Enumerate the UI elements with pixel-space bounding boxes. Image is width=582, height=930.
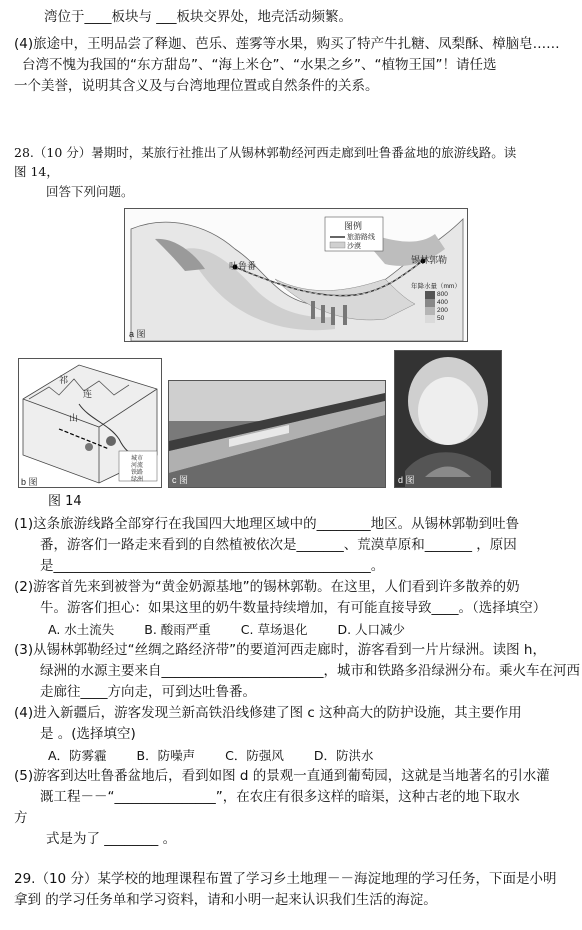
q28-2-line-2: 牛。游客们担心：如果这里的奶牛数量持续增加，有可能直接导致____。（选择填空） [40,600,547,616]
diagram-legend-1: 城市 [131,456,144,462]
q28-4-line-1: (4)进入新疆后，游客发现兰新高铁沿线修建了图 c 这种高大的防护设施，其主要作用 [14,705,522,721]
q28-4-option-d[interactable]: D．防洪水 [313,748,374,763]
q27-line-3: 台湾不愧为我国的“东方甜岛”、“海上米仓”、“水果之乡”、“植物王国”！请任选 [22,57,497,73]
map-graphic [125,209,467,341]
q28-5-line-1: (5)游客到达吐鲁番盆地后，看到如图 d 的景观一直通到葡萄园，这就是当地著名的引水灌 [14,768,550,784]
precip-title: 年降水量（mm） [411,283,461,290]
legend-route: 旅游路线 [347,234,375,241]
q28-intro-1: 28.（10 分）暑期时，某旅行社推出了从锡林郭勒经河西走廊到吐鲁番盆地的旅游线路。读 [14,145,517,160]
diagram-char-1: 祁 [59,375,69,385]
precip-level-3: 200 [437,307,448,314]
q28-2-option-b[interactable]: B. 酸雨严重 [144,622,211,637]
precip-level-1: 800 [437,291,448,298]
photo-d-graphic [395,351,501,487]
figure-b-diagram [18,358,162,488]
q28-1-line-1: (1)这条旅游线路全部穿行在我国四大地理区域中的________地区。从锡林郭勒到吐鲁 [14,516,520,532]
q28-2-options [48,620,574,639]
q28-5-line-2: 溉工程－－“_______________”，在农庄有很多这样的暗渠，这种古老的地下取水 [40,789,520,805]
diagram-char-3: 山 [69,413,79,423]
q28-2-option-c[interactable]: C. 草场退化 [240,622,308,637]
q28-4-option-a[interactable]: A．防雾霾 [48,748,107,763]
q29-line-1: 29.（10 分）某学校的地理课程布置了学习乡土地理－－海淀地理的学习任务，下面是小明 [14,871,557,887]
diagram-char-2: 连 [83,389,93,399]
q28-3-line-1: (3)从锡林郭勒经过“丝绸之路经济带”的要道河西走廊时，游客看到一片片绿洲。读图 h， [14,642,546,658]
figure-b-label: b 图 [21,477,38,487]
figure-a-map [124,208,468,342]
q28-3-line-3: 走廊往____方向走，可到达吐鲁番。 [40,684,256,700]
diagram-legend-3: 铁路 [131,470,144,476]
diagram-legend-4: 绿洲 [131,477,144,483]
legend-title: 图例 [344,221,363,231]
q28-4-option-c[interactable]: C．防强风 [225,748,284,763]
city-turpan: 吐鲁番 [229,261,257,271]
figure-d-photo [394,350,502,488]
q27-line-2: (4)旅途中，王明品尝了释迦、芭乐、莲雾等水果，购买了特产牛扎糖、凤梨酥、樟脑皂…… [14,36,560,52]
city-xilin: 锡林郭勒 [411,255,448,265]
q28-5-line-4: 式是为了 ________ 。 [46,831,177,847]
q28-4-option-b[interactable]: B．防噪声 [136,748,196,763]
figure-c-photo [168,380,386,488]
q28-2-line-1: (2)游客首先来到被誉为“黄金奶源基地”的锡林郭勒。在这里，人们看到许多散养的奶 [14,579,520,595]
photo-c-graphic [169,381,385,487]
figure-d-label: d 图 [398,475,415,485]
q28-intro-3: 回答下列问题。 [46,184,134,199]
legend-desert: 沙漠 [347,243,361,250]
q28-4-options [48,746,574,765]
precip-level-4: 50 [437,315,445,322]
precip-level-2: 400 [437,299,448,306]
q28-2-option-d[interactable]: D. 人口减少 [337,622,406,637]
q28-5-line-3: 方 [14,810,28,826]
q29-line-2: 拿到 的学习任务单和学习资料，请和小明一起来认识我们生活的海淀。 [14,892,437,908]
q28-2-option-a[interactable]: A. 水土流失 [48,622,115,637]
q27-line-1: 湾位于____板块与 ___板块交界处，地壳活动频繁。 [44,9,353,25]
figure-caption: 图 14 [48,494,82,509]
q27-line-4: 一个美誉，说明其含义及与台湾地理位置或自然条件的关系。 [14,78,379,94]
q28-1-line-3: 是_______________________________________________。 [40,558,385,574]
diagram-legend-2: 河流 [131,463,144,469]
figure-a-label: a 图 [129,329,146,339]
figure-c-label: c 图 [172,475,189,485]
q28-1-line-2: 番，游客们一路走来看到的自然植被依次是_______、荒漠草原和_______ ，原因 [40,537,517,553]
q28-4-line-2: 是 。(选择填空) [40,726,136,742]
q28-intro-2: 图 14， [14,164,59,179]
q28-3-line-2: 绿洲的水源主要来自________________________，城市和铁路多沿绿洲分布。乘火车在河西 [40,663,580,679]
